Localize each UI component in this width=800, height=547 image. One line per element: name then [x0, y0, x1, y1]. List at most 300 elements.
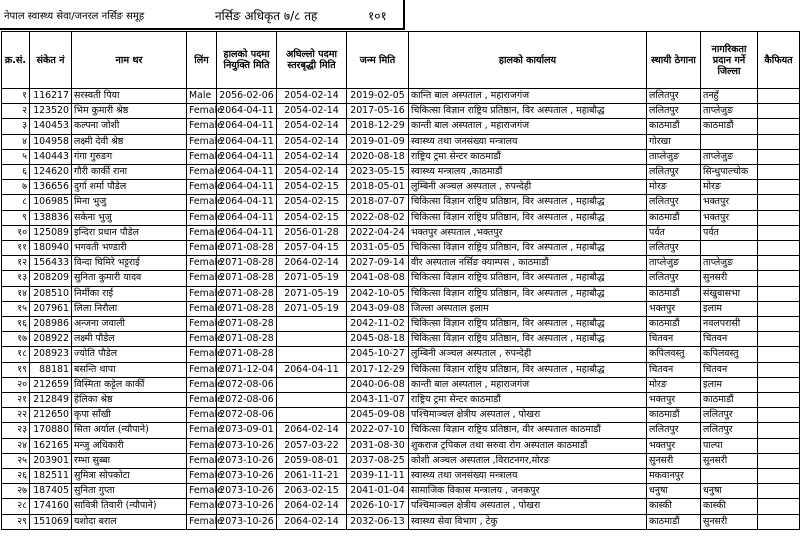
- cell-office: स्वास्थ्य सेवा विभाग , टेकु: [409, 514, 647, 529]
- cell-name: लक्ष्मी देवी श्रेष्ठ: [72, 134, 187, 149]
- cell-dob: 2040-06-08: [347, 377, 409, 392]
- cell-prev-date: 2054-02-14: [277, 165, 347, 180]
- cell-code: 208922: [30, 332, 72, 347]
- cell-remarks: [758, 256, 800, 271]
- table-row: [2, 165, 800, 180]
- cell-sn: १४: [2, 286, 30, 301]
- cell-appoint-date: 2064-04-11: [217, 195, 277, 210]
- cell-gender: Female: [187, 149, 217, 164]
- cell-dob: 2043-09-08: [347, 301, 409, 316]
- cell-perm-address: चितवन: [647, 362, 701, 377]
- cell-remarks: [758, 225, 800, 240]
- cell-name: विस्मिता कट्टेल कार्की: [72, 377, 187, 392]
- cell-citizenship: कास्की: [701, 499, 758, 514]
- cell-appoint-date: 2071-08-28: [217, 241, 277, 256]
- cell-prev-date: 2054-02-14: [277, 104, 347, 119]
- cell-citizenship: संखुवासभा: [701, 286, 758, 301]
- cell-name: निर्मीका राई: [72, 286, 187, 301]
- cell-code: 116217: [30, 89, 72, 104]
- cell-prev-date: [277, 332, 347, 347]
- cell-code: 187405: [30, 484, 72, 499]
- table-row: [2, 256, 800, 271]
- cell-remarks: [758, 165, 800, 180]
- cell-perm-address: काठमाडौं: [647, 210, 701, 225]
- cell-office: स्वास्थ्य मन्त्रालय ,काठमाडौं: [409, 165, 647, 180]
- cell-remarks: [758, 89, 800, 104]
- cell-dob: 2031-08-30: [347, 438, 409, 453]
- cell-remarks: [758, 423, 800, 438]
- cell-remarks: [758, 438, 800, 453]
- table-body: [2, 89, 800, 530]
- cell-code: 140443: [30, 149, 72, 164]
- cell-perm-address: ललितपुर: [647, 165, 701, 180]
- cell-appoint-date: 2064-04-11: [217, 104, 277, 119]
- cell-name: भगवती भण्डारी: [72, 241, 187, 256]
- cell-sn: ९: [2, 210, 30, 225]
- cell-dob: 2039-11-11: [347, 469, 409, 484]
- cell-perm-address: काठमाडौं: [647, 408, 701, 423]
- cell-appoint-date: 2071-12-04: [217, 362, 277, 377]
- cell-name: लक्ष्मी पौडेल: [72, 332, 187, 347]
- cell-office: चिकित्सा विज्ञान राष्ट्रिय प्रतिष्ठान, विर अस्पताल , महाबौद्ध: [409, 271, 647, 286]
- cell-gender: Female: [187, 317, 217, 332]
- cell-citizenship: इलाम: [701, 301, 758, 316]
- cell-remarks: [758, 317, 800, 332]
- cell-appoint-date: 2056-02-06: [217, 89, 277, 104]
- cell-code: 124620: [30, 165, 72, 180]
- cell-name: सुनिता कुमारी यादव: [72, 271, 187, 286]
- cell-office: सामाजिक विकास मन्त्रालय , जनकपुर: [409, 484, 647, 499]
- table-row: [2, 332, 800, 347]
- cell-citizenship: तनहुँ: [701, 89, 758, 104]
- cell-perm-address: ललितपुर: [647, 423, 701, 438]
- cell-office: राष्ट्रिय ट्रमा सेन्टर काठमाडौं: [409, 149, 647, 164]
- cell-remarks: [758, 484, 800, 499]
- cell-code: 207961: [30, 301, 72, 316]
- cell-gender: Female: [187, 377, 217, 392]
- cell-sn: २९: [2, 514, 30, 529]
- cell-prev-date: 2054-02-14: [277, 149, 347, 164]
- cell-appoint-date: 2071-08-28: [217, 256, 277, 271]
- cell-sn: २: [2, 104, 30, 119]
- cell-dob: 2017-12-29: [347, 362, 409, 377]
- cell-appoint-date: 2064-04-11: [217, 225, 277, 240]
- cell-dob: 2026-10-17: [347, 499, 409, 514]
- cell-gender: Female: [187, 453, 217, 468]
- cell-prev-date: 2064-04-11: [277, 362, 347, 377]
- cell-perm-address: भक्तपुर: [647, 393, 701, 408]
- cell-dob: 2042-11-02: [347, 317, 409, 332]
- cell-code: 106985: [30, 195, 72, 210]
- col-header-gender: लिंग: [187, 32, 217, 89]
- cell-citizenship: कपिलवस्तु: [701, 347, 758, 362]
- cell-gender: Female: [187, 514, 217, 529]
- cell-sn: १: [2, 89, 30, 104]
- cell-code: 125089: [30, 225, 72, 240]
- post-title: नर्सिङ अधिकृत ७/८ तह: [215, 9, 318, 23]
- table-row: [2, 241, 800, 256]
- cell-appoint-date: 2073-10-26: [217, 469, 277, 484]
- cell-gender: Female: [187, 271, 217, 286]
- table-row: [2, 89, 800, 104]
- cell-citizenship: [701, 134, 758, 149]
- cell-remarks: [758, 241, 800, 256]
- cell-remarks: [758, 469, 800, 484]
- cell-dob: 2019-01-09: [347, 134, 409, 149]
- cell-office: राष्ट्रिय ट्रमा सेन्टर काठमाडौं: [409, 393, 647, 408]
- cell-citizenship: पाल्पा: [701, 438, 758, 453]
- cell-perm-address: ताप्लेजुङ: [647, 256, 701, 271]
- cell-prev-date: 2054-02-15: [277, 210, 347, 225]
- cell-name: दुर्गा शर्मा पौडेल: [72, 180, 187, 195]
- cell-name: अन्जना जवाली: [72, 317, 187, 332]
- org-title: नेपाल स्वास्थ्य सेवा/जनरल नर्सिङ समूह: [4, 11, 145, 22]
- cell-citizenship: सिन्धुपाल्चोक: [701, 165, 758, 180]
- cell-appoint-date: 2072-08-06: [217, 408, 277, 423]
- cell-citizenship: धनुषा: [701, 484, 758, 499]
- cell-office: कान्ति बाल अस्पताल , महाराजगंज: [409, 89, 647, 104]
- cell-prev-date: 2054-02-14: [277, 119, 347, 134]
- cell-code: 174160: [30, 499, 72, 514]
- cell-code: 212650: [30, 408, 72, 423]
- cell-sn: ५: [2, 149, 30, 164]
- cell-prev-date: 2056-01-28: [277, 225, 347, 240]
- cell-remarks: [758, 149, 800, 164]
- cell-remarks: [758, 271, 800, 286]
- cell-sn: ८: [2, 195, 30, 210]
- cell-perm-address: काठमाडौं: [647, 514, 701, 529]
- cell-appoint-date: 2071-08-28: [217, 317, 277, 332]
- cell-code: 208209: [30, 271, 72, 286]
- table-row: [2, 134, 800, 149]
- col-header-citizenship: नागरिकता प्रदान गर्ने जिल्ला: [701, 32, 758, 89]
- cell-sn: ७: [2, 180, 30, 195]
- cell-sn: २६: [2, 469, 30, 484]
- table-row: [2, 210, 800, 225]
- cell-dob: 2043-11-07: [347, 393, 409, 408]
- cell-gender: Female: [187, 423, 217, 438]
- cell-dob: 2042-10-05: [347, 286, 409, 301]
- cell-name: मिना भुजु: [72, 195, 187, 210]
- cell-appoint-date: 2073-09-01: [217, 423, 277, 438]
- col-header-code: संकेत नं: [30, 32, 72, 89]
- cell-perm-address: कास्की: [647, 499, 701, 514]
- cell-office: स्वास्थ्य तथा जनसंख्या मन्त्रालय: [409, 469, 647, 484]
- cell-appoint-date: 2064-04-11: [217, 149, 277, 164]
- cell-gender: Female: [187, 180, 217, 195]
- cell-remarks: [758, 195, 800, 210]
- cell-citizenship: ललितपुर: [701, 408, 758, 423]
- cell-sn: १५: [2, 301, 30, 316]
- cell-dob: 2045-09-08: [347, 408, 409, 423]
- cell-gender: Female: [187, 408, 217, 423]
- table-row: [2, 408, 800, 423]
- cell-appoint-date: 2064-04-11: [217, 180, 277, 195]
- cell-citizenship: मोरङ: [701, 180, 758, 195]
- cell-citizenship: [701, 469, 758, 484]
- cell-office: पश्चिमाञ्चल क्षेत्रीय अस्पताल , पोखरा: [409, 408, 647, 423]
- cell-name: सरस्वती पिया: [72, 89, 187, 104]
- cell-remarks: [758, 393, 800, 408]
- cell-appoint-date: 2071-08-28: [217, 347, 277, 362]
- cell-sn: ११: [2, 241, 30, 256]
- cell-appoint-date: 2071-08-28: [217, 286, 277, 301]
- cell-gender: Female: [187, 134, 217, 149]
- cell-perm-address: मकवानपुर: [647, 469, 701, 484]
- cell-perm-address: धनुषा: [647, 484, 701, 499]
- cell-name: बसन्ति थापा: [72, 362, 187, 377]
- table-row: [2, 499, 800, 514]
- cell-remarks: [758, 408, 800, 423]
- cell-prev-date: 2064-02-14: [277, 423, 347, 438]
- cell-perm-address: ललितपुर: [647, 271, 701, 286]
- cell-sn: २७: [2, 484, 30, 499]
- cell-office: कान्ती बाल अस्पताल , महाराजगंज: [409, 377, 647, 392]
- cell-sn: २१: [2, 393, 30, 408]
- cell-office: शुकराज ट्रपिकल तथा सरुवा रोग अस्पताल काठमाडौं: [409, 438, 647, 453]
- cell-perm-address: ललितपुर: [647, 104, 701, 119]
- cell-gender: Female: [187, 286, 217, 301]
- cell-remarks: [758, 362, 800, 377]
- cell-remarks: [758, 286, 800, 301]
- cell-citizenship: भक्तपुर: [701, 210, 758, 225]
- cell-name: सकेना भुजु: [72, 210, 187, 225]
- cell-dob: 2027-09-14: [347, 256, 409, 271]
- cell-office: स्वास्थ्य तथा जनसंख्या मन्त्रालय: [409, 134, 647, 149]
- cell-code: 140453: [30, 119, 72, 134]
- cell-name: विन्दा घिमिरे भट्टराई: [72, 256, 187, 271]
- cell-dob: 2045-10-27: [347, 347, 409, 362]
- cell-name: कल्पना जोशी: [72, 119, 187, 134]
- table-row: [2, 362, 800, 377]
- cell-sn: १०: [2, 225, 30, 240]
- cell-office: पश्चिमाञ्चल क्षेत्रीय अस्पताल , पोखरा: [409, 499, 647, 514]
- cell-office: चिकित्सा विज्ञान राष्ट्रिय प्रतिष्ठान, विर अस्पताल , महाबौद्ध: [409, 210, 647, 225]
- cell-name: सावित्री तिवारी (न्यौपाने): [72, 499, 187, 514]
- table-row: [2, 453, 800, 468]
- cell-name: सिता अर्याल (न्यौपाने): [72, 423, 187, 438]
- cell-prev-date: 2057-03-22: [277, 438, 347, 453]
- cell-remarks: [758, 301, 800, 316]
- cell-prev-date: [277, 408, 347, 423]
- col-header-perm-address: स्थायी ठेगाना: [647, 32, 701, 89]
- cell-prev-date: 2054-02-15: [277, 195, 347, 210]
- cell-sn: २०: [2, 377, 30, 392]
- cell-prev-date: 2064-02-14: [277, 256, 347, 271]
- cell-prev-date: 2063-02-15: [277, 484, 347, 499]
- cell-perm-address: गोरखा: [647, 134, 701, 149]
- cell-name: सुमित्रा सोपकोटा: [72, 469, 187, 484]
- cell-gender: Female: [187, 104, 217, 119]
- cell-appoint-date: 2071-08-28: [217, 332, 277, 347]
- table-row: [2, 104, 800, 119]
- cell-sn: १६: [2, 317, 30, 332]
- cell-citizenship: नवलपरासी: [701, 317, 758, 332]
- post-count: १०१: [368, 9, 387, 23]
- cell-office: चिकित्सा विज्ञान राष्ट्रिय प्रतिष्ठान, विर अस्पताल , महाबौद्ध: [409, 286, 647, 301]
- cell-appoint-date: 2073-10-26: [217, 499, 277, 514]
- cell-gender: Female: [187, 484, 217, 499]
- table-row: [2, 438, 800, 453]
- cell-office: लुम्बिनी अञ्चल अस्पताल , रुपन्देही: [409, 347, 647, 362]
- cell-appoint-date: 2072-08-06: [217, 377, 277, 392]
- cell-perm-address: चितवन: [647, 332, 701, 347]
- cell-remarks: [758, 514, 800, 529]
- cell-perm-address: सुनसरी: [647, 453, 701, 468]
- cell-citizenship: सुनसरी: [701, 271, 758, 286]
- cell-dob: 2018-07-07: [347, 195, 409, 210]
- cell-prev-date: 2054-02-15: [277, 180, 347, 195]
- cell-remarks: [758, 377, 800, 392]
- table-row: [2, 149, 800, 164]
- cell-sn: २३: [2, 423, 30, 438]
- cell-perm-address: काठमाडौं: [647, 286, 701, 301]
- cell-appoint-date: 2071-08-28: [217, 271, 277, 286]
- cell-citizenship: काठमाडौं: [701, 119, 758, 134]
- cell-dob: 2022-04-24: [347, 225, 409, 240]
- cell-office: कोशी अञ्चल अस्पताल ,विराटनगर,मोरङ: [409, 453, 647, 468]
- cell-citizenship: [701, 241, 758, 256]
- cell-citizenship: सुनसरी: [701, 514, 758, 529]
- cell-prev-date: [277, 347, 347, 362]
- col-header-dob: जन्म मिति: [347, 32, 409, 89]
- col-header-appoint-date: हालको पदमा नियुक्ति मिति: [217, 32, 277, 89]
- cell-gender: Female: [187, 301, 217, 316]
- cell-sn: ६: [2, 165, 30, 180]
- cell-dob: 2017-05-16: [347, 104, 409, 119]
- cell-perm-address: ललितपुर: [647, 195, 701, 210]
- cell-dob: 2023-05-15: [347, 165, 409, 180]
- cell-dob: 2045-08-18: [347, 332, 409, 347]
- cell-citizenship: चितवन: [701, 362, 758, 377]
- cell-name: हेलिका श्रेष्ठ: [72, 393, 187, 408]
- table-row: [2, 377, 800, 392]
- cell-gender: Female: [187, 210, 217, 225]
- cell-office: चिकित्सा विज्ञान राष्ट्रिय प्रतिष्ठान, वीर अस्पताल काठमाडौं: [409, 423, 647, 438]
- cell-gender: Female: [187, 438, 217, 453]
- table-row: [2, 514, 800, 529]
- cell-name: भिम कुमारी श्रेष्ठ: [72, 104, 187, 119]
- cell-gender: Female: [187, 165, 217, 180]
- cell-sn: ३: [2, 119, 30, 134]
- cell-name: सुनिता गुप्ता: [72, 484, 187, 499]
- cell-gender: Female: [187, 393, 217, 408]
- cell-name: गौरी कार्की राना: [72, 165, 187, 180]
- cell-remarks: [758, 104, 800, 119]
- cell-prev-date: [277, 377, 347, 392]
- cell-name: लिला निरौला: [72, 301, 187, 316]
- cell-perm-address: भक्तपुर: [647, 438, 701, 453]
- table-row: [2, 317, 800, 332]
- cell-citizenship: ताप्लेजुङ: [701, 149, 758, 164]
- cell-appoint-date: 2073-10-26: [217, 453, 277, 468]
- cell-sn: १९: [2, 362, 30, 377]
- cell-name: इन्दिरा प्रधान पौडेल: [72, 225, 187, 240]
- cell-sn: २२: [2, 408, 30, 423]
- cell-sn: ४: [2, 134, 30, 149]
- cell-sn: १७: [2, 332, 30, 347]
- table-header-row: [2, 32, 800, 89]
- cell-dob: 2031-05-05: [347, 241, 409, 256]
- cell-appoint-date: 2064-04-11: [217, 134, 277, 149]
- cell-prev-date: 2064-02-14: [277, 514, 347, 529]
- cell-appoint-date: 2064-04-11: [217, 210, 277, 225]
- cell-dob: 2041-01-04: [347, 484, 409, 499]
- cell-dob: 2019-02-05: [347, 89, 409, 104]
- cell-name: मन्जु अधिकारी: [72, 438, 187, 453]
- cell-sn: २८: [2, 499, 30, 514]
- cell-office: कान्ती बाल अस्पताल , महाराजगंज: [409, 119, 647, 134]
- cell-office: जिल्ला अस्पताल इलाम: [409, 301, 647, 316]
- cell-prev-date: 2071-05-19: [277, 286, 347, 301]
- cell-perm-address: मोरङ: [647, 377, 701, 392]
- cell-code: 104958: [30, 134, 72, 149]
- cell-gender: Female: [187, 256, 217, 271]
- cell-code: 151069: [30, 514, 72, 529]
- cell-prev-date: 2054-02-14: [277, 134, 347, 149]
- cell-remarks: [758, 180, 800, 195]
- cell-appoint-date: 2072-08-06: [217, 393, 277, 408]
- cell-citizenship: काठमाडौं: [701, 393, 758, 408]
- table-row: [2, 301, 800, 316]
- cell-prev-date: 2071-05-19: [277, 271, 347, 286]
- cell-dob: 2018-12-29: [347, 119, 409, 134]
- cell-sn: २५: [2, 453, 30, 468]
- cell-appoint-date: 2073-10-26: [217, 484, 277, 499]
- cell-gender: Female: [187, 347, 217, 362]
- cell-remarks: [758, 499, 800, 514]
- cell-prev-date: 2064-02-14: [277, 499, 347, 514]
- table-row: [2, 484, 800, 499]
- cell-gender: Female: [187, 499, 217, 514]
- cell-citizenship: इलाम: [701, 377, 758, 392]
- cell-code: 136656: [30, 180, 72, 195]
- cell-perm-address: पर्वत: [647, 225, 701, 240]
- cell-remarks: [758, 453, 800, 468]
- table-row: [2, 423, 800, 438]
- cell-gender: Female: [187, 362, 217, 377]
- table-row: [2, 286, 800, 301]
- cell-gender: Female: [187, 195, 217, 210]
- cell-sn: १८: [2, 347, 30, 362]
- cell-office: चिकित्सा विज्ञान राष्ट्रिय प्रतिष्ठान, विर अस्पताल , महाबौद्ध: [409, 332, 647, 347]
- cell-perm-address: कपिलवस्तु: [647, 347, 701, 362]
- staff-table: [1, 31, 800, 530]
- col-header-remarks: कैफियत: [758, 32, 800, 89]
- cell-code: 208986: [30, 317, 72, 332]
- cell-appoint-date: 2064-04-11: [217, 165, 277, 180]
- col-header-office: हालको कार्यालय: [409, 32, 647, 89]
- cell-remarks: [758, 134, 800, 149]
- cell-gender: Female: [187, 241, 217, 256]
- cell-citizenship: सुनसरी: [701, 453, 758, 468]
- cell-office: चिकित्सा विज्ञान राष्ट्रिय प्रतिष्ठान, विर अस्पताल , महाबौद्ध: [409, 362, 647, 377]
- cell-gender: Male: [187, 89, 217, 104]
- cell-appoint-date: 2071-08-28: [217, 301, 277, 316]
- cell-code: 88181: [30, 362, 72, 377]
- cell-dob: 2022-08-02: [347, 210, 409, 225]
- cell-dob: 2041-08-08: [347, 271, 409, 286]
- table-row: [2, 180, 800, 195]
- cell-perm-address: ताप्लेजुङ: [647, 149, 701, 164]
- cell-code: 208923: [30, 347, 72, 362]
- cell-gender: Female: [187, 469, 217, 484]
- cell-perm-address: ललितपुर: [647, 241, 701, 256]
- cell-office: चिकित्सा विज्ञान राष्ट्रिय प्रतिष्ठान, विर अस्पताल , महाबौद्ध: [409, 104, 647, 119]
- cell-dob: 2018-05-01: [347, 180, 409, 195]
- cell-appoint-date: 2073-10-26: [217, 514, 277, 529]
- cell-prev-date: 2061-11-21: [277, 469, 347, 484]
